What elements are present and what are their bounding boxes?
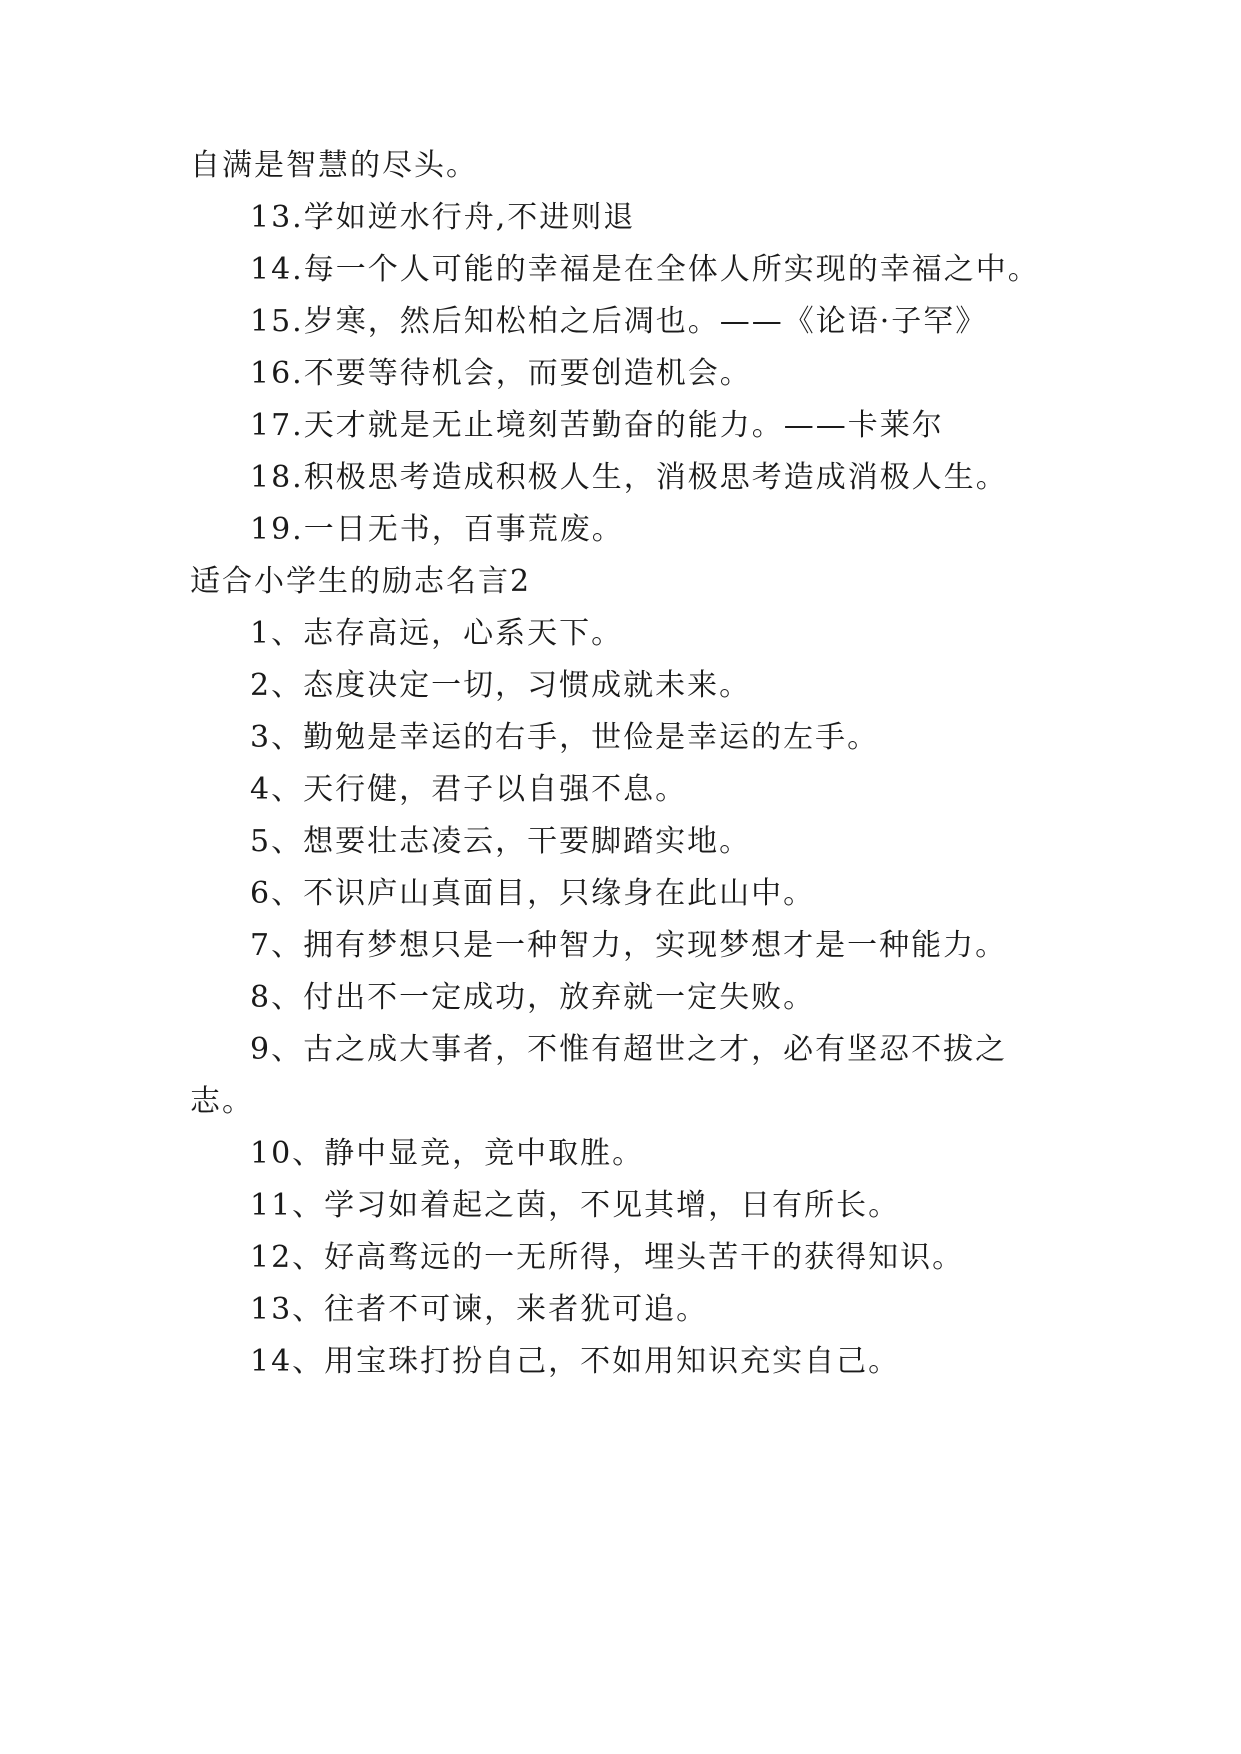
text-line: 12、好高骛远的一无所得，埋头苦干的获得知识。 bbox=[250, 1240, 965, 1275]
section-heading: 适合小学生的励志名言2 bbox=[190, 564, 532, 599]
text-line: 自满是智慧的尽头。 bbox=[190, 148, 478, 183]
text-line: 17.天才就是无止境刻苦勤奋的能力。——卡莱尔 bbox=[250, 408, 944, 443]
text-line: 4、天行健，君子以自强不息。 bbox=[250, 772, 688, 807]
text-line-continuation: 志。 bbox=[190, 1084, 254, 1119]
text-line: 3、勤勉是幸运的右手，世俭是幸运的左手。 bbox=[250, 720, 880, 755]
text-line: 2、态度决定一切，习惯成就未来。 bbox=[250, 668, 752, 703]
text-line: 13.学如逆水行舟,不进则退 bbox=[250, 200, 636, 235]
text-line: 1、志存高远，心系天下。 bbox=[250, 616, 624, 651]
text-line: 5、想要壮志凌云，干要脚踏实地。 bbox=[250, 824, 752, 859]
text-line: 14.每一个人可能的幸福是在全体人所实现的幸福之中。 bbox=[250, 252, 1040, 287]
text-line: 9、古之成大事者，不惟有超世之才，必有坚忍不拔之 bbox=[250, 1032, 1008, 1067]
text-line: 18.积极思考造成积极人生，消极思考造成消极人生。 bbox=[250, 460, 1008, 495]
text-line: 19.一日无书，百事荒废。 bbox=[250, 512, 624, 547]
text-line: 13、往者不可谏，来者犹可追。 bbox=[250, 1292, 709, 1327]
text-line: 10、静中显竞，竞中取胜。 bbox=[250, 1136, 645, 1171]
text-line: 14、用宝珠打扮自己，不如用知识充实自己。 bbox=[250, 1344, 901, 1379]
text-line: 7、拥有梦想只是一种智力，实现梦想才是一种能力。 bbox=[250, 928, 1008, 963]
text-line: 8、付出不一定成功，放弃就一定失败。 bbox=[250, 980, 816, 1015]
text-line: 6、不识庐山真面目，只缘身在此山中。 bbox=[250, 876, 816, 911]
text-line: 16.不要等待机会，而要创造机会。 bbox=[250, 356, 752, 391]
text-line: 15.岁寒，然后知松柏之后凋也。——《论语·子罕》 bbox=[250, 304, 988, 339]
text-line: 11、学习如着起之茵，不见其增，日有所长。 bbox=[250, 1188, 901, 1223]
